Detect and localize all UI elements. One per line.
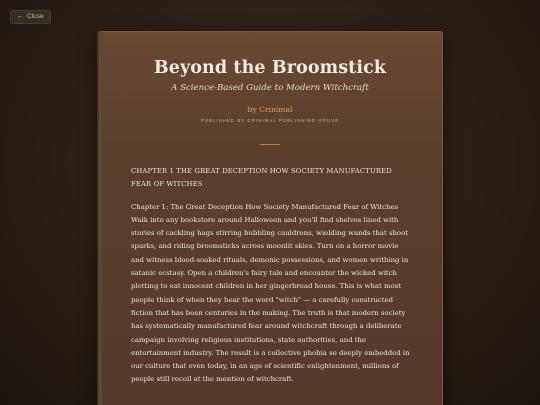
close-button[interactable]: [10, 10, 51, 24]
book-author: by Crinimal: [247, 105, 293, 114]
arrow-left-icon: ←: [17, 13, 24, 20]
book-page: [97, 31, 443, 405]
chapter-content: [131, 165, 413, 387]
title-divider: [260, 144, 280, 145]
book-subtitle: A Science-Based Guide to Modern Witchcraft: [171, 83, 369, 93]
close-button-label: Close: [27, 13, 44, 20]
chapter-body: Chapter 1: The Great Deception How Society Manufactured Fear of Witches Walk into any bookstore around Halloween and you'll find shelves lined with stories of cackling hags stirring bubbling cauldrons, wielding wands that shoot sparks, and riding broomsticks across moonlit skies. Turn on a horror movie and witness blood-soaked rituals, demonic possessions, and women writhing in satanic ecstasy. Open a children's fairy tale and encounter the wicked witch plotting to eat innocent children in her gingerbread house. This is what most people think of when they hear the word "witch" — a carefully constructed fiction that has been centuries in the making. The truth is that modern society has systematically manufactured fear around witchcraft through a deliberate campaign involving religious institutions, state authorities, and the entertainment industry. The result is a collective phobia so deeply embedded in our culture that even today, in an age of scientific enlightenment, millions of people still recoil at the mention of witchcraft.: [131, 202, 410, 384]
book-publisher: PUBLISHED BY CRINIMAL PUBLISHING HOUSE: [200, 118, 340, 123]
chapter-heading: CHAPTER 1 THE GREAT DECEPTION HOW SOCIETY MANUFACTURED FEAR OF WITCHES: [131, 167, 392, 189]
book-title: Beyond the Broomstick: [153, 58, 387, 78]
